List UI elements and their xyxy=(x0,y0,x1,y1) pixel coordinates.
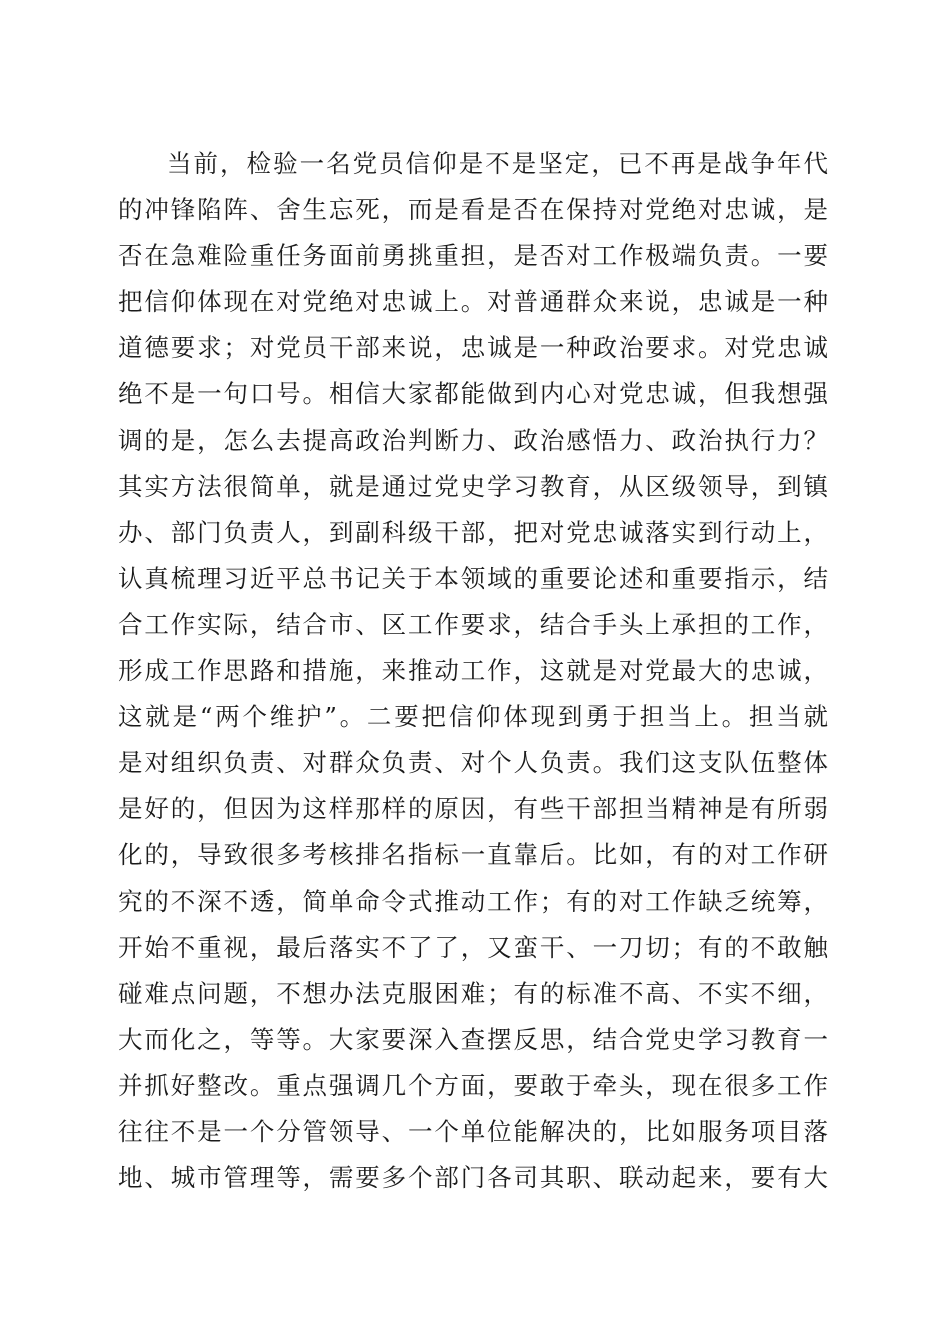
text-line-22: 往往不是一个分管领导、一个单位能解决的，比如服务项目落 xyxy=(118,1116,828,1146)
body-paragraph xyxy=(118,141,828,1201)
text-line-16: 化的，导致很多考核排名指标一直靠后。比如，有的对工作研 xyxy=(118,840,828,870)
text-line-12: 形成工作思路和措施，来推动工作，这就是对党最大的忠诚， xyxy=(118,656,828,686)
text-line-4: 把信仰体现在对党绝对忠诚上。对普通群众来说，忠诚是一种 xyxy=(118,287,828,317)
text-line-2: 的冲锋陷阵、舍生忘死，而是看是否在保持对党绝对忠诚，是 xyxy=(118,195,828,225)
text-line-19: 碰难点问题，不想办法克服困难；有的标准不高、不实不细， xyxy=(118,978,828,1008)
text-line-11: 合工作实际，结合市、区工作要求，结合手头上承担的工作， xyxy=(118,609,828,639)
text-line-5: 道德要求；对党员干部来说，忠诚是一种政治要求。对党忠诚 xyxy=(118,333,828,363)
text-line-1: 当前，检验一名党员信仰是不是坚定，已不再是战争年代 xyxy=(167,149,828,178)
text-line-21: 并抓好整改。重点强调几个方面，要敢于牵头，现在很多工作 xyxy=(118,1070,828,1100)
text-line-6: 绝不是一句口号。相信大家都能做到内心对党忠诚，但我想强 xyxy=(118,379,828,409)
text-line-10: 认真梳理习近平总书记关于本领域的重要论述和重要指示，结 xyxy=(118,563,828,593)
text-line-8: 其实方法很简单，就是通过党史学习教育，从区级领导，到镇 xyxy=(118,471,828,501)
text-line-14: 是对组织负责、对群众负责、对个人负责。我们这支队伍整体 xyxy=(118,748,828,778)
text-line-18: 开始不重视，最后落实不了了，又蛮干、一刀切；有的不敢触 xyxy=(118,932,828,962)
text-line-3: 否在急难险重任务面前勇挑重担，是否对工作极端负责。一要 xyxy=(118,241,828,271)
text-line-20: 大而化之，等等。大家要深入查摆反思，结合党史学习教育一 xyxy=(118,1024,828,1054)
text-line-7: 调的是，怎么去提高政治判断力、政治感悟力、政治执行力？ xyxy=(118,425,828,455)
text-line-17: 究的不深不透，简单命令式推动工作；有的对工作缺乏统筹， xyxy=(118,886,828,916)
text-line-23: 地、城市管理等，需要多个部门各司其职、联动起来，要有大 xyxy=(118,1163,828,1193)
text-line-13: 这就是“两个维护”。二要把信仰体现到勇于担当上。担当就 xyxy=(118,702,828,732)
text-line-15: 是好的，但因为这样那样的原因，有些干部担当精神是有所弱 xyxy=(118,794,828,824)
text-line-9: 办、部门负责人，到副科级干部，把对党忠诚落实到行动上， xyxy=(118,517,828,547)
